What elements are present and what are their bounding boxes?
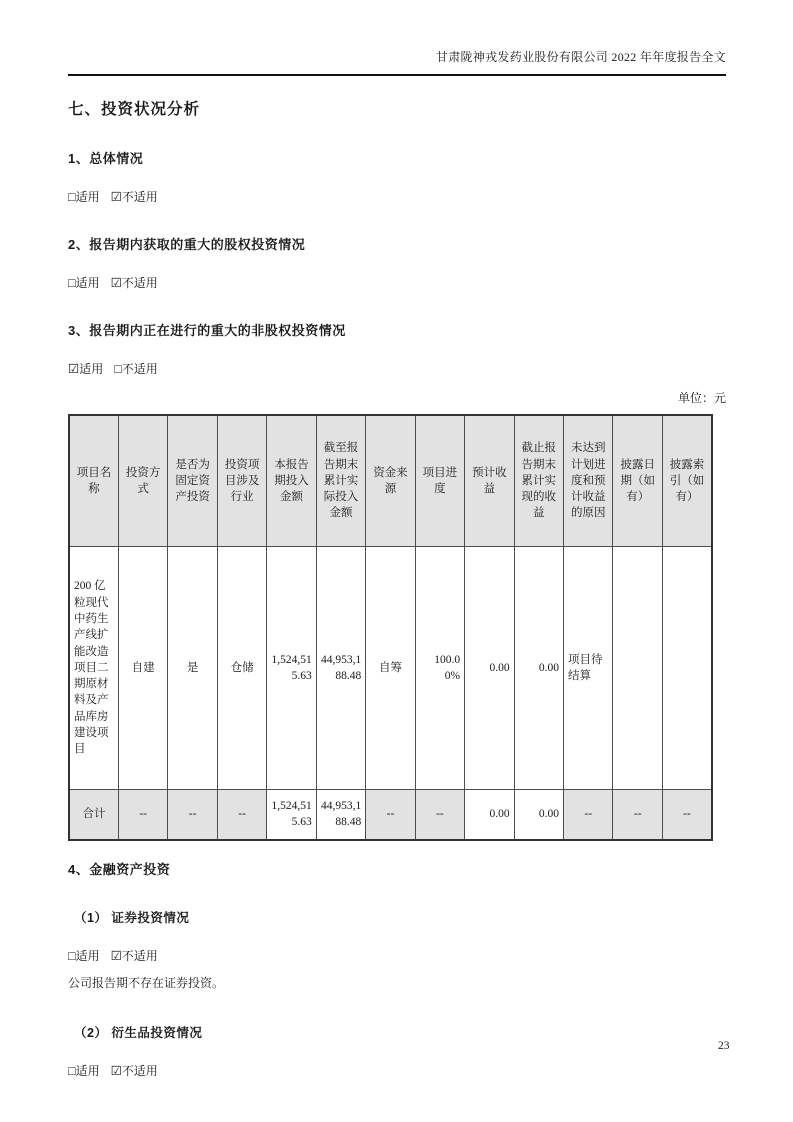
table-cell: -- bbox=[564, 790, 613, 840]
applicability-row-securities bbox=[68, 947, 726, 964]
checkbox-unchecked-icon: □ bbox=[68, 190, 76, 204]
checkbox-label: 适用 bbox=[75, 948, 100, 963]
column-header-12: 披露索引（如有） bbox=[662, 415, 712, 547]
checkbox-label: 不适用 bbox=[121, 276, 158, 290]
table-cell: 项目待结算 bbox=[564, 547, 613, 790]
checkbox-label: 不适用 bbox=[121, 948, 158, 963]
table-cell: 0.00 bbox=[465, 790, 514, 840]
applicable-option bbox=[68, 190, 100, 204]
checkbox-label: 适用 bbox=[75, 1063, 100, 1078]
subsection-title-non-equity-investment: 3、报告期内正在进行的重大的非股权投资情况 bbox=[68, 323, 346, 338]
table-row-total bbox=[69, 790, 712, 840]
table-cell: -- bbox=[217, 790, 266, 840]
checkbox-checked-icon: ☑ bbox=[110, 190, 122, 204]
column-header-7: 项目进度 bbox=[415, 415, 464, 547]
applicability-row-derivatives bbox=[68, 1062, 726, 1079]
applicability-row-overall bbox=[68, 188, 726, 205]
not-applicable-option bbox=[114, 362, 158, 376]
not-applicable-option bbox=[111, 949, 158, 963]
column-header-4: 本报告期投入金额 bbox=[267, 415, 316, 547]
table-row-project bbox=[69, 547, 712, 790]
checkbox-unchecked-icon: □ bbox=[114, 362, 122, 376]
report-title: 甘肃陇神戎发药业股份有限公司 2022 年年度报告全文 bbox=[435, 50, 726, 64]
table-cell bbox=[613, 547, 662, 790]
table-cell: -- bbox=[118, 790, 167, 840]
applicable-option bbox=[68, 949, 100, 963]
table-cell: 是 bbox=[168, 547, 217, 790]
checkbox-checked-icon: ☑ bbox=[110, 1063, 122, 1078]
checkbox-label: 不适用 bbox=[121, 1063, 158, 1078]
table-cell: -- bbox=[415, 790, 464, 840]
table-cell: 0.00 bbox=[514, 547, 563, 790]
checkbox-label: 适用 bbox=[79, 362, 104, 376]
not-applicable-option bbox=[111, 276, 158, 290]
table-cell: 200 亿粒现代中药生产线扩能改造项目二期原材料及产品库房建设项目 bbox=[69, 547, 118, 790]
column-header-10: 未达到计划进度和预计收益的原因 bbox=[564, 415, 613, 547]
table-cell: 1,524,515.63 bbox=[267, 547, 316, 790]
column-header-2: 是否为固定资产投资 bbox=[168, 415, 217, 547]
table-header-row bbox=[69, 415, 712, 547]
applicable-option bbox=[68, 276, 100, 290]
checkbox-label: 不适用 bbox=[121, 362, 158, 376]
table-cell: 44,953,188.48 bbox=[316, 547, 365, 790]
table-cell: 0.00 bbox=[514, 790, 563, 840]
table-cell: 仓储 bbox=[217, 547, 266, 790]
column-header-3: 投资项目涉及行业 bbox=[217, 415, 266, 547]
table-cell: 100.00% bbox=[415, 547, 464, 790]
checkbox-label: 不适用 bbox=[121, 190, 158, 204]
column-header-1: 投资方式 bbox=[118, 415, 167, 547]
applicability-row-equity bbox=[68, 274, 726, 291]
table-cell: -- bbox=[662, 790, 712, 840]
column-header-9: 截止报告期末累计实现的收益 bbox=[514, 415, 563, 547]
not-applicable-option bbox=[111, 1064, 158, 1078]
checkbox-unchecked-icon: □ bbox=[68, 948, 76, 963]
column-header-11: 披露日期（如有） bbox=[613, 415, 662, 547]
applicability-row-non-equity bbox=[68, 360, 726, 377]
table-cell: 44,953,188.48 bbox=[316, 790, 365, 840]
table-cell: -- bbox=[366, 790, 415, 840]
subsection-title-derivatives: （2） 衍生品投资情况 bbox=[74, 1025, 203, 1040]
page-number: 23 bbox=[718, 1040, 730, 1052]
checkbox-label: 适用 bbox=[75, 276, 100, 290]
section-title-investment-analysis: 七、投资状况分析 bbox=[68, 101, 201, 118]
unit-label: 单位：元 bbox=[677, 391, 726, 405]
checkbox-checked-icon: ☑ bbox=[110, 276, 122, 290]
column-header-6: 资金来源 bbox=[366, 415, 415, 547]
table-cell bbox=[662, 547, 712, 790]
column-header-8: 预计收益 bbox=[465, 415, 514, 547]
subsection-title-equity-investment: 2、报告期内获取的重大的股权投资情况 bbox=[68, 237, 306, 252]
table-cell: 自建 bbox=[118, 547, 167, 790]
table-cell: 自筹 bbox=[366, 547, 415, 790]
not-applicable-option bbox=[111, 190, 158, 204]
table-cell: 合计 bbox=[69, 790, 118, 840]
running-header bbox=[68, 48, 726, 76]
column-header-0: 项目名称 bbox=[69, 415, 118, 547]
applicable-option bbox=[68, 1064, 100, 1078]
table-body bbox=[69, 547, 712, 840]
securities-note: 公司报告期不存在证券投资。 bbox=[68, 975, 225, 990]
table-cell: -- bbox=[613, 790, 662, 840]
subsection-title-financial-assets: 4、金融资产投资 bbox=[68, 861, 171, 877]
checkbox-unchecked-icon: □ bbox=[68, 1063, 76, 1078]
table-cell: 0.00 bbox=[465, 547, 514, 790]
checkbox-checked-icon: ☑ bbox=[110, 948, 122, 963]
table-cell: -- bbox=[168, 790, 217, 840]
subsection-title-overall: 1、总体情况 bbox=[68, 151, 144, 166]
table-cell: 1,524,515.63 bbox=[267, 790, 316, 840]
non-equity-investment-table bbox=[68, 414, 713, 841]
subsection-title-securities: （1） 证券投资情况 bbox=[74, 910, 190, 925]
column-header-5: 截至报告期末累计实际投入金额 bbox=[316, 415, 365, 547]
applicable-option bbox=[68, 362, 103, 376]
checkbox-label: 适用 bbox=[75, 190, 100, 204]
table-head bbox=[69, 415, 712, 547]
checkbox-unchecked-icon: □ bbox=[68, 276, 76, 290]
checkbox-checked-icon: ☑ bbox=[68, 362, 80, 376]
